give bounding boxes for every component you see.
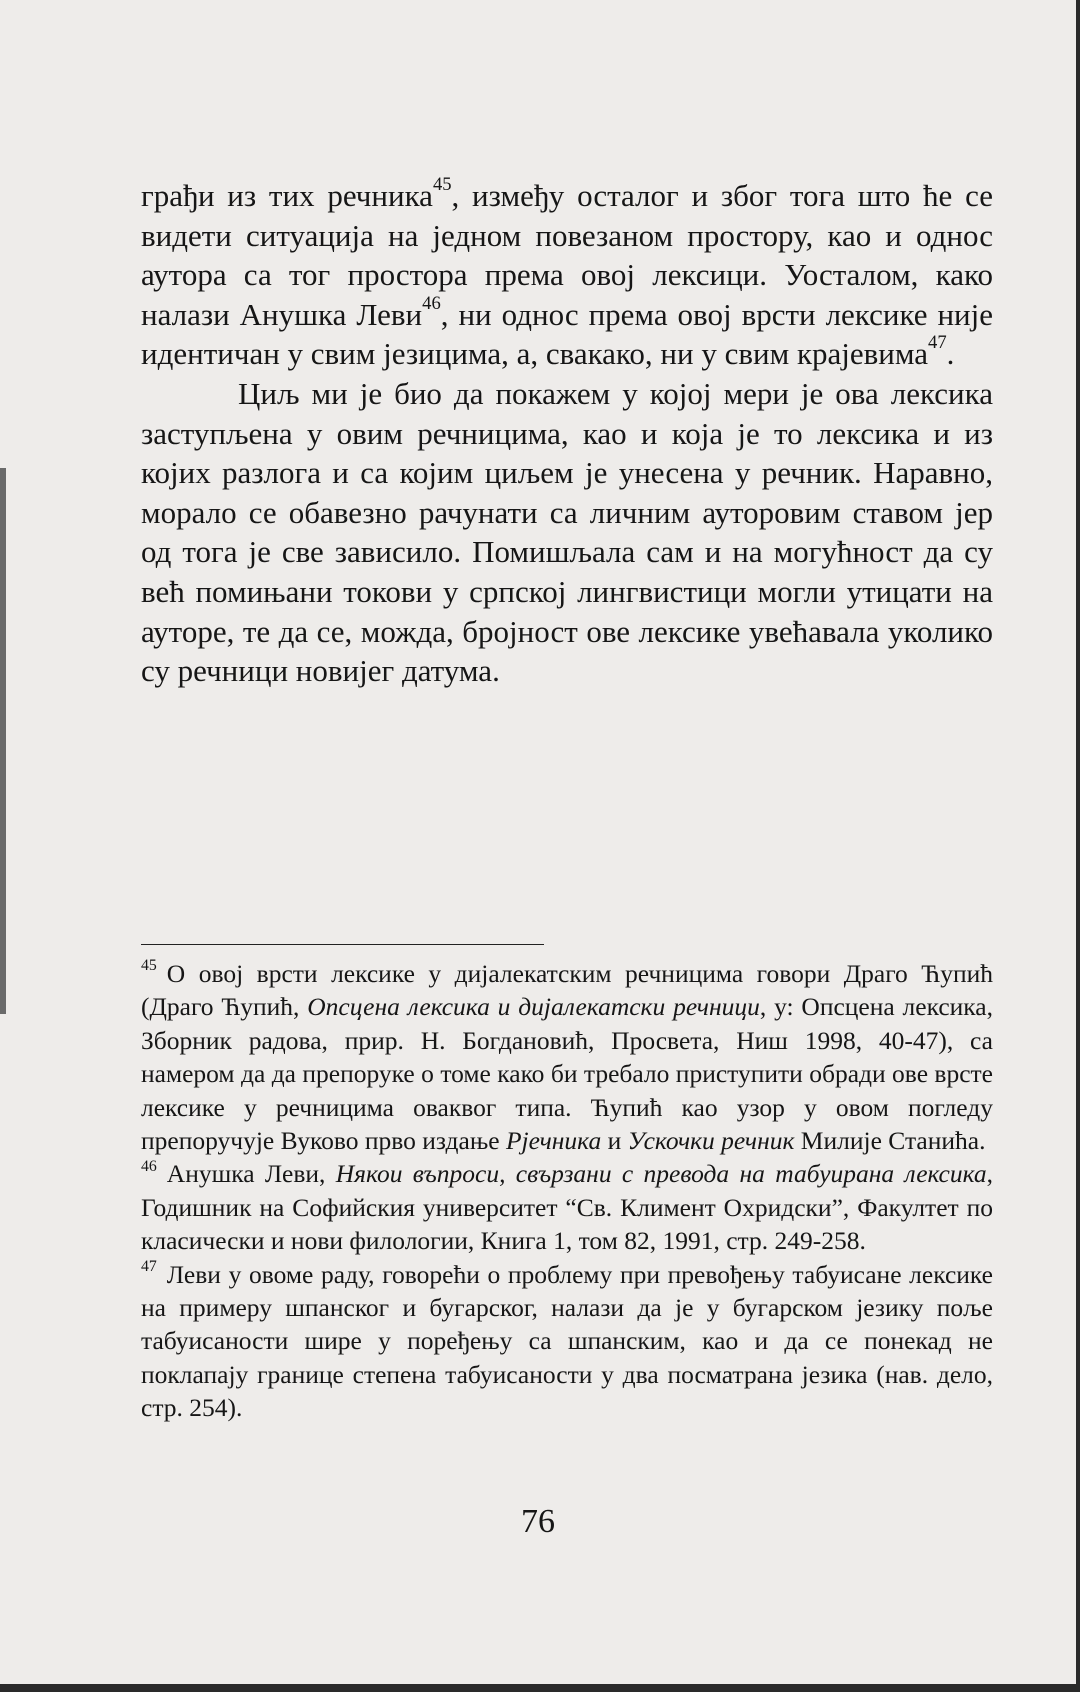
footnote-45 <box>141 957 993 1157</box>
footnote-title: Рјечника <box>505 1126 602 1156</box>
paragraph-1-text-c: , ни однос према овој врсти лексике није идентичан у свим језицима, а, свакако, ни у свим крајевима <box>141 296 994 372</box>
footnote-text: Милије Станића. <box>794 1126 986 1156</box>
paragraph-1-text-a: грађи из тих речника <box>141 178 433 213</box>
footnote-47 <box>141 1258 993 1425</box>
footnote-text: , у: Опсцена лексика, Зборник радова, прир. Н. Богдановић, Просвета, Ниш 1998, 40-47), са намером да да препоруке о томе како би требало приступити обради ове врсте лексике у речницима оваквог типа. Ћупић као узор у овом погледу препоручује Вуково прво издање <box>141 992 993 1156</box>
footnote-title: Опсцена лексика и дијалекатски речници <box>307 992 760 1022</box>
footnote-46 <box>141 1157 993 1257</box>
footnote-text: Анушка Леви, <box>166 1159 336 1189</box>
footnote-ref-46[interactable]: 46 <box>422 292 441 314</box>
footnote-text: и <box>601 1126 628 1156</box>
footnote-text: , Годишник на Софийския университет “Св. Климент Охридски”, Факултет по класически и нови филологии, Книга 1, том 82, 1991, стр. 249-258. <box>141 1159 993 1256</box>
footnote-text: О овој врсти лексике у дијалекатским речницима говори Драго Ћупић (Драго Ћупић, <box>141 959 993 1022</box>
paragraph-1 <box>141 176 993 374</box>
scan-edge-shadow <box>0 468 6 1014</box>
footnote-text: Леви у овоме раду, говорећи о проблему при превођењу табуисане лексике на примеру шпанског и бугарског, налази да је у бугарском језику поље табуисаности шире у поређењу са шпанским, као и да се понекад не поклапају границе степена табуисаности у два посматрана језика (нав. дело, стр. 254). <box>141 1259 993 1423</box>
paragraph-2: Циљ ми је био да покажем у којој мери је ова лексика заступљена у овим речницима, као и која је то лексика и из којих разлога и са којим циљем је унесена у речник. Наравно, морало се обавезно рачунати са личним ауторовим ставом јер од тога је све зависило. Помишљала сам и на могућност да су већ помињани токови у српској лингвистици могли утицати на ауторе, те да се, можда, бројност ове лексике увећавала уколико су речници новијег датума. <box>141 375 993 689</box>
footnote-separator <box>141 944 544 945</box>
page-number: 76 <box>521 1503 555 1540</box>
footnote-ref-45[interactable]: 45 <box>432 174 452 196</box>
footnote-ref-47[interactable]: 47 <box>928 332 947 354</box>
footnote-title: Ускочки речник <box>627 1126 795 1156</box>
footnote-number: 46 <box>141 1157 157 1175</box>
paragraph-1-text-d: . <box>946 336 955 372</box>
body-text <box>141 176 993 691</box>
footnote-number: 45 <box>141 957 157 975</box>
footnote-title: Някои въпроси, свързани с превода на табуирана лексика <box>335 1159 987 1189</box>
paragraph-1-text-b: , између осталог и због тога што ће се видети ситуација на једном повезаном простору, као и однос аутора са тог простора према овој лексици. Уосталом, како налази Анушка Леви <box>141 178 993 332</box>
footnotes <box>141 957 993 1425</box>
footnote-number: 47 <box>141 1257 157 1275</box>
